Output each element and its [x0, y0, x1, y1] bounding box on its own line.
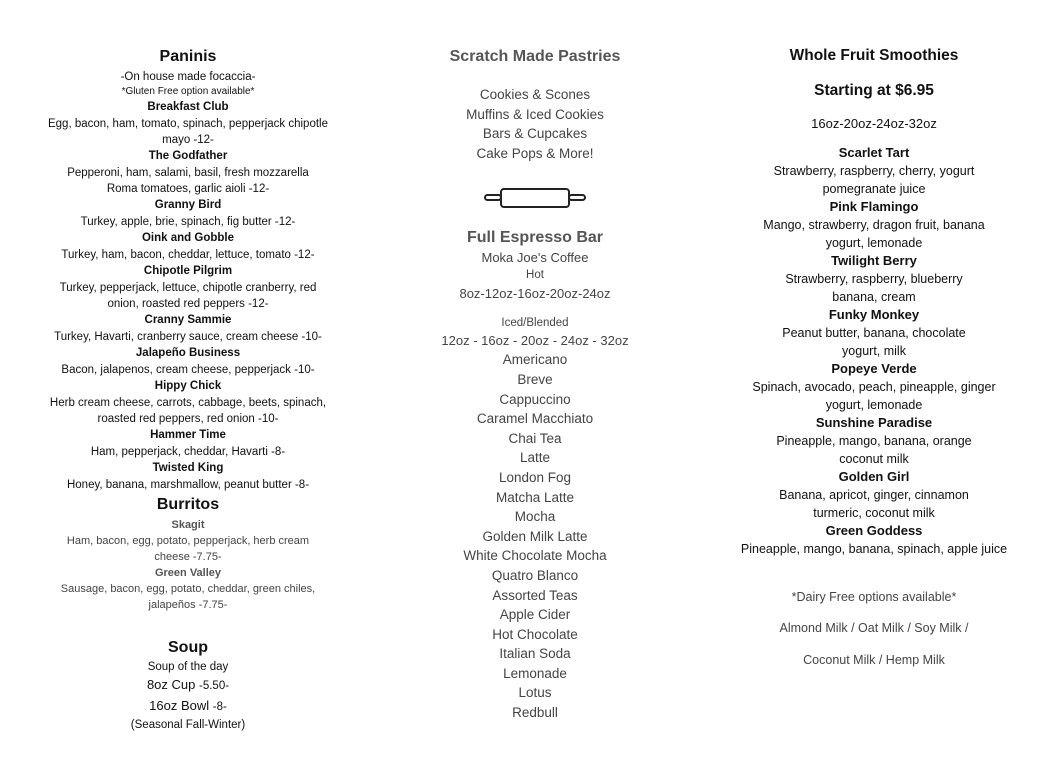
- smoothie-item: [710, 414, 1038, 468]
- panini-item: [18, 148, 358, 197]
- panini-description: Turkey, apple, brie, spinach, fig butter -12-: [80, 216, 296, 228]
- smoothie-description: Pineapple, mango, banana, orange: [776, 434, 972, 448]
- burrito-description: Ham, bacon, egg, potato, pepperjack, herb cream: [66, 535, 310, 547]
- smoothie-name: Sunshine Paradise: [815, 415, 933, 430]
- panini-list: [18, 99, 358, 493]
- smoothie-description: Spinach, avocado, peach, pineapple, ginger: [752, 380, 996, 394]
- panini-description: Egg, bacon, ham, tomato, spinach, pepperjack chipotle: [47, 118, 328, 130]
- panini-name: Granny Bird: [154, 199, 222, 211]
- panini-item: [18, 230, 358, 263]
- pastry-item: Cake Pops & More!: [476, 145, 594, 161]
- paninis-heading: Paninis: [159, 48, 217, 65]
- smoothie-sizes: 16oz-20oz-24oz-32oz: [811, 116, 937, 131]
- panini-description: Turkey, Havarti, cranberry sauce, cream cheese -10-: [54, 331, 322, 343]
- smoothie-description: banana, cream: [832, 290, 916, 304]
- smoothie-name: Green Goddess: [825, 523, 923, 538]
- panini-item: [18, 197, 358, 230]
- drink-item: Italian Soda: [499, 646, 571, 662]
- iced-label: Iced/Blended: [501, 317, 569, 330]
- panini-description: Herb cream cheese, carrots, cabbage, beets, spinach,: [49, 397, 327, 409]
- panini-description: Ham, pepperjack, cheddar, Havarti -8-: [90, 446, 286, 458]
- panini-description: Bacon, jalapenos, cream cheese, pepperjack -10-: [61, 364, 315, 376]
- pastries-heading: Scratch Made Pastries: [449, 48, 621, 65]
- pastry-list: [385, 85, 685, 163]
- smoothie-description: Pineapple, mango, banana, spinach, apple juice: [740, 542, 1008, 556]
- smoothie-description: Strawberry, raspberry, blueberry: [785, 272, 963, 286]
- drink-item: Caramel Macchiato: [476, 411, 594, 427]
- panini-name: Jalapeño Business: [135, 347, 241, 359]
- soup-bowl-price: -8-: [212, 701, 227, 713]
- panini-name: Twisted King: [152, 462, 224, 474]
- panini-item: [18, 345, 358, 378]
- hot-sizes: 8oz-12oz-16oz-20oz-24oz: [459, 286, 611, 302]
- drink-item: Redbull: [512, 705, 558, 721]
- panini-name: Hippy Chick: [154, 380, 222, 392]
- smoothie-name: Pink Flamingo: [829, 199, 919, 214]
- smoothies-price: Starting at $6.95: [814, 82, 934, 99]
- drink-item: Chai Tea: [508, 430, 562, 446]
- panini-item: [18, 312, 358, 345]
- panini-item: [18, 263, 358, 312]
- drink-item: Apple Cider: [499, 607, 571, 623]
- soup-cup-price: -5.50-: [199, 680, 230, 692]
- burrito-item: [18, 565, 358, 613]
- burrito-description: jalapeños -7.75-: [148, 599, 228, 611]
- smoothie-description: yogurt, milk: [842, 344, 906, 358]
- smoothie-item: [710, 522, 1038, 558]
- soup-of-the-day: Soup of the day: [147, 661, 229, 673]
- panini-item: [18, 460, 358, 493]
- drink-item: Matcha Latte: [495, 489, 575, 505]
- burrito-description: Sausage, bacon, egg, potato, cheddar, green chiles,: [60, 583, 316, 595]
- drink-item: Hot Chocolate: [492, 626, 578, 642]
- smoothie-description: coconut milk: [839, 452, 909, 466]
- drink-item: White Chocolate Mocha: [463, 548, 607, 564]
- panini-description: Turkey, ham, bacon, cheddar, lettuce, tomato -12-: [61, 249, 315, 261]
- smoothie-name: Popeye Verde: [831, 361, 917, 376]
- paninis-subtitle: -On house made focaccia-: [120, 71, 256, 83]
- panini-description: onion, roasted red peppers -12-: [107, 298, 269, 310]
- hot-label: Hot: [526, 269, 544, 282]
- drink-item: Breve: [517, 371, 553, 387]
- panini-description: Pepperoni, ham, salami, basil, fresh mozzarella: [67, 167, 309, 179]
- smoothie-description: pomegranate juice: [822, 182, 926, 196]
- soup-season: (Seasonal Fall-Winter): [130, 719, 246, 731]
- drink-item: Lotus: [518, 685, 552, 701]
- panini-name: Oink and Gobble: [141, 232, 234, 244]
- panini-description: roasted red peppers, red onion -10-: [97, 413, 279, 425]
- smoothie-name: Scarlet Tart: [838, 145, 910, 160]
- burrito-item: [18, 517, 358, 565]
- smoothie-description: yogurt, lemonade: [825, 398, 923, 412]
- rolling-pin-icon: [385, 183, 685, 213]
- smoothie-description: Peanut butter, banana, chocolate: [782, 326, 966, 340]
- panini-name: Hammer Time: [150, 429, 226, 441]
- smoothie-description: Strawberry, raspberry, cherry, yogurt: [773, 164, 975, 178]
- soup-cup-label: 8oz Cup: [146, 677, 196, 692]
- pastry-item: Cookies & Scones: [479, 87, 591, 102]
- smoothie-column: [710, 0, 1038, 669]
- milk-options-line2: Coconut Milk / Hemp Milk: [803, 653, 945, 667]
- smoothie-list: [710, 144, 1038, 558]
- burrito-list: [18, 517, 358, 613]
- panini-description: mayo -12-: [162, 134, 214, 146]
- drink-item: Cappuccino: [499, 391, 571, 407]
- drink-item: Quatro Blanco: [491, 567, 579, 583]
- burritos-heading: Burritos: [156, 496, 220, 513]
- food-column: [18, 0, 358, 733]
- panini-name: Breakfast Club: [147, 101, 229, 113]
- drink-item: Golden Milk Latte: [482, 528, 588, 544]
- soup-bowl: [18, 696, 358, 717]
- pastry-item: Bars & Cupcakes: [482, 126, 588, 142]
- soup-cup: [18, 675, 358, 696]
- espresso-heading: Full Espresso Bar: [466, 229, 604, 247]
- dairy-free-note: *Dairy Free options available*: [791, 590, 957, 604]
- burrito-description: cheese -7.75-: [154, 551, 222, 563]
- panini-description: Turkey, pepperjack, lettuce, chipotle cranberry, red: [59, 282, 317, 294]
- smoothies-heading: Whole Fruit Smoothies: [789, 47, 959, 64]
- smoothie-name: Golden Girl: [838, 469, 910, 484]
- burrito-name: Skagit: [171, 519, 205, 531]
- panini-description: Honey, banana, marshmallow, peanut butter -8-: [66, 479, 310, 491]
- smoothie-item: [710, 468, 1038, 522]
- drink-item: Mocha: [514, 509, 556, 525]
- gluten-free-note: *Gluten Free option available*: [121, 86, 255, 97]
- drink-list: [385, 350, 685, 722]
- panini-name: Cranny Sammie: [144, 314, 232, 326]
- soup-bowl-label: 16oz Bowl: [149, 698, 210, 713]
- panini-description: Roma tomatoes, garlic aioli -12-: [106, 183, 270, 195]
- soup-heading: Soup: [168, 639, 208, 656]
- espresso-brand: Moka Joe's Coffee: [481, 250, 589, 266]
- smoothie-item: [710, 360, 1038, 414]
- drink-item: Latte: [519, 450, 551, 466]
- smoothie-item: [710, 144, 1038, 198]
- smoothie-description: turmeric, coconut milk: [813, 506, 935, 520]
- panini-item: [18, 99, 358, 148]
- panini-item: [18, 427, 358, 460]
- smoothie-description: Banana, apricot, ginger, cinnamon: [779, 488, 969, 502]
- drink-item: Assorted Teas: [492, 587, 578, 603]
- iced-sizes: 12oz - 16oz - 20oz - 24oz - 32oz: [441, 333, 629, 349]
- panini-item: [18, 378, 358, 427]
- smoothie-description: yogurt, lemonade: [825, 236, 923, 250]
- smoothie-item: [710, 306, 1038, 360]
- drink-item: Americano: [502, 352, 568, 368]
- milk-options-line1: Almond Milk / Oat Milk / Soy Milk /: [779, 621, 969, 635]
- panini-name: The Godfather: [148, 150, 228, 162]
- smoothie-name: Twilight Berry: [831, 253, 917, 268]
- smoothie-name: Funky Monkey: [828, 307, 920, 322]
- drink-item: Lemonade: [503, 665, 567, 681]
- pastry-espresso-column: [385, 0, 685, 723]
- smoothie-item: [710, 198, 1038, 252]
- burrito-name: Green Valley: [154, 567, 222, 579]
- panini-name: Chipotle Pilgrim: [143, 265, 233, 277]
- pastry-item: Muffins & Iced Cookies: [466, 106, 604, 122]
- smoothie-item: [710, 252, 1038, 306]
- drink-item: London Fog: [498, 469, 572, 485]
- smoothie-description: Mango, strawberry, dragon fruit, banana: [763, 218, 985, 232]
